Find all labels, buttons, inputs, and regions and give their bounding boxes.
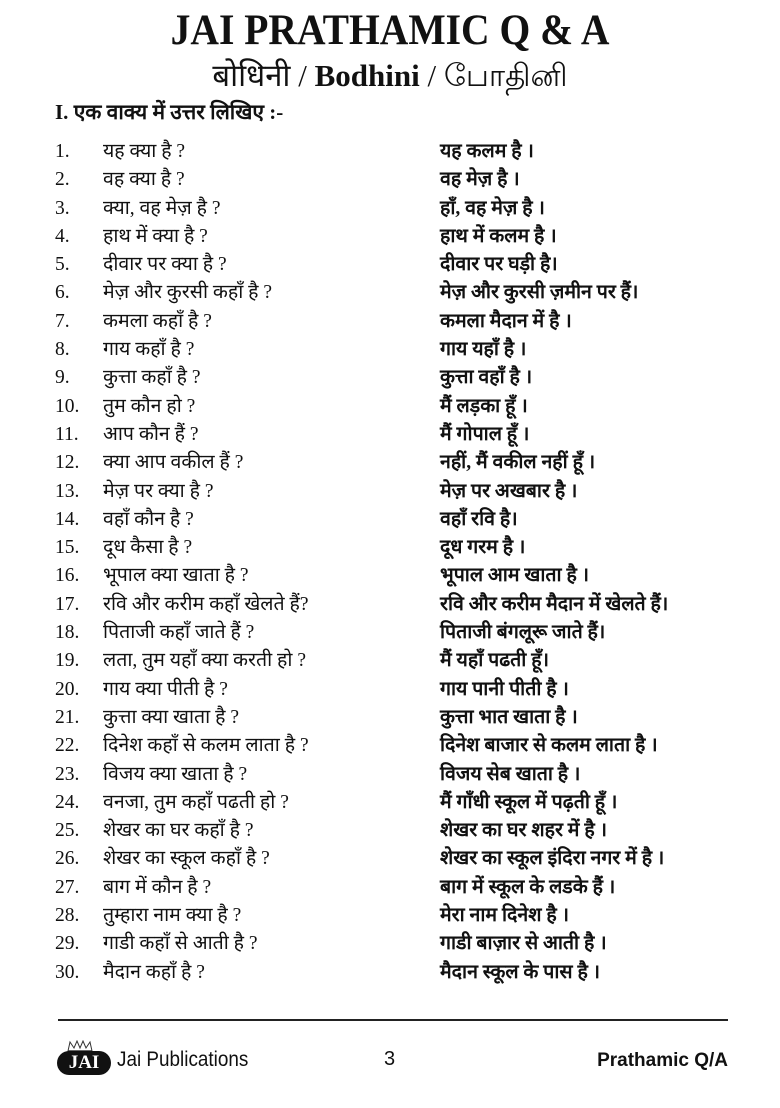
question-number: 28.: [55, 905, 80, 927]
question-number: 26.: [55, 848, 80, 870]
answer-text: बाग में स्कूल के लडके हैं ।: [440, 876, 616, 898]
answer-text: मैं गाँधी स्कूल में पढ़ती हूँ ।: [440, 791, 618, 813]
question-text: रवि और करीम कहाँ खेलते हैं?: [103, 593, 309, 615]
qa-row: [0, 393, 780, 421]
question-text: गाय कहाँ है ?: [103, 339, 195, 361]
qa-row: [0, 364, 780, 392]
answer-text: शेखर का घर शहर में है ।: [440, 820, 607, 842]
page-subtitle: [0, 54, 780, 98]
qa-row: [0, 761, 780, 789]
question-number: 19.: [55, 650, 80, 672]
answer-text: हाथ में कलम है ।: [440, 225, 557, 247]
answer-text: हाँ, वह मेज़ है ।: [440, 197, 545, 219]
qa-row: [0, 138, 780, 166]
question-number: 12.: [55, 452, 80, 474]
question-number: 20.: [55, 678, 80, 700]
question-number: 15.: [55, 537, 80, 559]
qa-row: [0, 732, 780, 760]
question-text: शेखर का घर कहाँ है ?: [103, 820, 254, 842]
question-text: दिनेश कहाँ से कलम लाता है ?: [103, 735, 309, 757]
answer-text: कुत्ता वहाँ है ।: [440, 367, 533, 389]
publisher-name: Jai Publications: [117, 1048, 249, 1071]
qa-row: [0, 845, 780, 873]
question-number: 9.: [55, 367, 70, 389]
question-number: 22.: [55, 735, 80, 757]
qa-row: [0, 591, 780, 619]
qa-row: [0, 874, 780, 902]
answer-text: दीवार पर घड़ी है।: [440, 254, 558, 276]
answer-text: मैदान स्कूल के पास है ।: [440, 961, 601, 983]
question-number: 2.: [55, 169, 70, 191]
section-heading: [55, 98, 283, 126]
answer-text: पिताजी बंगलूरू जाते हैं।: [440, 622, 606, 644]
question-number: 29.: [55, 933, 80, 955]
section-number: I.: [55, 100, 69, 124]
question-text: विजय क्या खाता है ?: [103, 763, 248, 785]
answer-text: कुत्ता भात खाता है ।: [440, 706, 578, 728]
qa-row: [0, 279, 780, 307]
question-number: 10.: [55, 395, 80, 417]
question-number: 25.: [55, 820, 80, 842]
question-number: 13.: [55, 480, 80, 502]
question-number: 24.: [55, 791, 80, 813]
qa-row: [0, 251, 780, 279]
question-text: लता, तुम यहाँ क्या करती हो ?: [103, 650, 306, 672]
answer-text: दूध गरम है ।: [440, 537, 526, 559]
qa-row: [0, 478, 780, 506]
answer-text: मैं गोपाल हूँ ।: [440, 423, 530, 445]
answer-text: शेखर का स्कूल इंदिरा नगर में है ।: [440, 848, 665, 870]
question-number: 16.: [55, 565, 80, 587]
question-text: वहाँ कौन है ?: [103, 508, 194, 530]
question-number: 11.: [55, 423, 79, 445]
qa-row: [0, 562, 780, 590]
answer-text: यह कलम है ।: [440, 141, 534, 162]
question-number: 21.: [55, 706, 80, 728]
question-text: वनजा, तुम कहाँ पढती हो ?: [103, 791, 289, 813]
subtitle-separator: /: [419, 58, 444, 93]
footer-divider: [58, 1019, 728, 1021]
question-number: 6.: [55, 282, 70, 304]
answer-text: वह मेज़ है ।: [440, 169, 520, 191]
qa-row: [0, 421, 780, 449]
qa-row: [0, 676, 780, 704]
question-number: 14.: [55, 508, 80, 530]
qa-row: [0, 506, 780, 534]
question-text: मैदान कहाँ है ?: [103, 961, 205, 983]
question-number: 30.: [55, 961, 80, 983]
qa-row: [0, 308, 780, 336]
qa-row: [0, 336, 780, 364]
qa-row: [0, 166, 780, 194]
qa-row: [0, 789, 780, 817]
answer-text: मेरा नाम दिनेश है ।: [440, 905, 569, 927]
subtitle-separator: /: [290, 58, 315, 93]
question-text: शेखर का स्कूल कहाँ है ?: [103, 848, 270, 870]
qa-row: [0, 817, 780, 845]
answer-text: कमला मैदान में है ।: [440, 310, 572, 332]
question-text: गाय क्या पीती है ?: [103, 678, 228, 700]
question-text: पिताजी कहाँ जाते हैं ?: [103, 622, 255, 644]
answer-text: मैं यहाँ पढती हूँ।: [440, 650, 549, 672]
qa-row: [0, 195, 780, 223]
answer-text: गाय पानी पीती है ।: [440, 678, 569, 700]
subtitle-tamil: போதினி: [443, 58, 568, 93]
page-footer: [0, 1040, 780, 1080]
qa-list: [0, 138, 780, 987]
question-number: 1.: [55, 141, 70, 162]
question-text: कुत्ता क्या खाता है ?: [103, 706, 239, 728]
logo-badge: JAI: [57, 1051, 111, 1075]
question-text: क्या, वह मेज़ है ?: [103, 197, 221, 219]
question-text: दूध कैसा है ?: [103, 537, 193, 559]
question-number: 7.: [55, 310, 70, 332]
qa-row: [0, 223, 780, 251]
question-text: कुत्ता कहाँ है ?: [103, 367, 201, 389]
question-text: यह क्या है ?: [103, 141, 186, 162]
question-text: हाथ में क्या है ?: [103, 225, 208, 247]
subtitle-hindi: बोधिनी: [212, 58, 291, 93]
question-text: बाग में कौन है ?: [103, 876, 212, 898]
jai-logo: [57, 1040, 113, 1076]
question-text: वह क्या है ?: [103, 169, 185, 191]
section-instruction: एक वाक्य में उत्तर लिखिए :-: [68, 100, 284, 124]
answer-text: मेज़ और कुरसी ज़मीन पर हैं।: [440, 282, 639, 304]
subtitle-english: Bodhini: [314, 58, 420, 93]
qa-row: [0, 647, 780, 675]
qa-row: [0, 619, 780, 647]
question-number: 18.: [55, 622, 80, 644]
question-number: 4.: [55, 225, 70, 247]
question-number: 27.: [55, 876, 80, 898]
qa-row: [0, 534, 780, 562]
question-number: 8.: [55, 339, 70, 361]
question-number: 17.: [55, 593, 80, 615]
answer-text: रवि और करीम मैदान में खेलते हैं।: [440, 593, 669, 615]
question-number: 23.: [55, 763, 80, 785]
answer-text: भूपाल आम खाता है ।: [440, 565, 590, 587]
answer-text: गाय यहाँ है ।: [440, 339, 527, 361]
question-text: कमला कहाँ है ?: [103, 310, 212, 332]
answer-text: वहाँ रवि है।: [440, 508, 518, 530]
answer-text: विजय सेब खाता है ।: [440, 763, 581, 785]
qa-row: [0, 902, 780, 930]
qa-row: [0, 930, 780, 958]
qa-row: [0, 959, 780, 987]
question-text: क्या आप वकील हैं ?: [103, 452, 244, 474]
answer-text: नहीं, मैं वकील नहीं हूँ ।: [440, 452, 596, 474]
answer-text: मैं लड़का हूँ ।: [440, 395, 528, 417]
answer-text: गाडी बाज़ार से आती है ।: [440, 933, 607, 955]
question-number: 3.: [55, 197, 70, 219]
question-text: मेज़ पर क्या है ?: [103, 480, 214, 502]
question-text: तुम्हारा नाम क्या है ?: [103, 905, 242, 927]
book-name: Prathamic Q/A: [597, 1050, 728, 1071]
question-text: गाडी कहाँ से आती है ?: [103, 933, 258, 955]
question-text: भूपाल क्या खाता है ?: [103, 565, 249, 587]
question-number: 5.: [55, 254, 70, 276]
qa-row: [0, 449, 780, 477]
question-text: मेज़ और कुरसी कहाँ है ?: [103, 282, 273, 304]
qa-row: [0, 704, 780, 732]
answer-text: मेज़ पर अखबार है ।: [440, 480, 578, 502]
page-title: JAI PRATHAMIC Q & A: [170, 7, 610, 54]
question-text: दीवार पर क्या है ?: [103, 254, 227, 276]
page-number: 3: [384, 1048, 396, 1070]
question-text: तुम कौन हो ?: [103, 395, 196, 417]
question-text: आप कौन हैं ?: [103, 423, 199, 445]
answer-text: दिनेश बाजार से कलम लाता है ।: [440, 735, 658, 757]
